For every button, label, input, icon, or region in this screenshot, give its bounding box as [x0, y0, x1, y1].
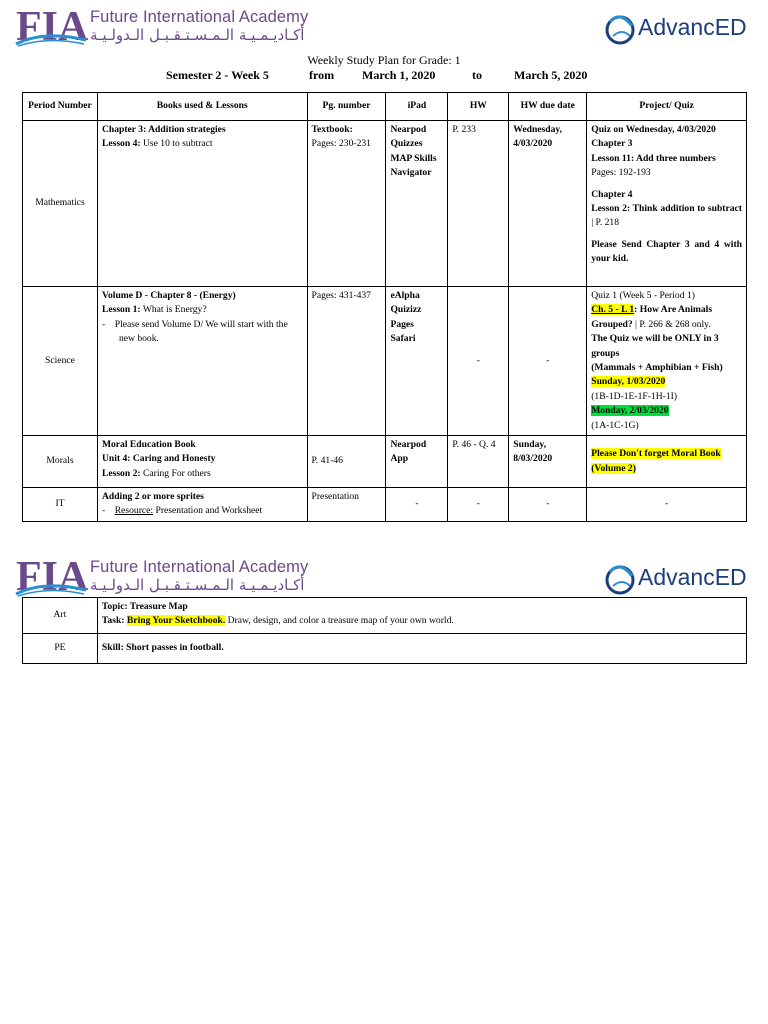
ipad-app: Pages	[390, 318, 414, 330]
from-date: March 1, 2020	[362, 68, 436, 82]
study-plan-table	[22, 92, 747, 522]
col-period: Period Number	[23, 93, 98, 121]
table-row-pe	[23, 634, 747, 664]
morals-due: Sunday, 8/03/2020	[509, 436, 587, 488]
globe-icon	[604, 556, 636, 598]
science-ipad	[386, 287, 448, 436]
morals-unit: Unit 4: Caring and Honesty	[101, 453, 216, 465]
science-monday-classes: (1A-1C-1G)	[591, 419, 639, 431]
science-lessons	[97, 287, 307, 436]
math-pg-value: Pages: 230-231	[311, 138, 371, 150]
math-due: Wednesday, 4/03/2020	[509, 121, 587, 287]
subject-art: Art	[23, 598, 98, 634]
science-quiz-groups: (Mammals + Amphibian + Fish)	[591, 362, 723, 374]
subject-it: IT	[23, 488, 98, 522]
to-label: to	[472, 68, 482, 82]
fia-logo	[14, 550, 88, 598]
col-hw: HW	[448, 93, 509, 121]
math-quiz-date: Quiz on Wednesday, 4/03/2020	[591, 124, 716, 135]
school-name-en: Future International Academy	[90, 8, 309, 26]
science-note: - Please send Volume D/ We will start with the new book.	[101, 318, 288, 345]
ipad-app: MAP Skills	[390, 152, 437, 164]
table-row-it	[23, 488, 747, 522]
morals-hw: P. 46 - Q. 4	[448, 436, 509, 488]
it-ipad: -	[386, 488, 448, 522]
math-quiz-lesson: Lesson 11: Add three numbers	[591, 152, 716, 164]
extra-subjects-table	[22, 597, 747, 664]
ipad-app: Quizzes	[390, 138, 423, 150]
science-pages: Pages: 431-437	[307, 287, 386, 436]
art-topic: Topic: Treasure Map	[101, 601, 188, 612]
math-hw: P. 233	[448, 121, 509, 287]
col-due: HW due date	[509, 93, 587, 121]
science-quiz-chapter: Ch. 5 - L 1: How Are Animals Grouped? | P. 266 & 268 only.	[591, 304, 713, 330]
ipad-app: Nearpod	[390, 124, 427, 135]
math-ch4-lesson: Lesson 2: Think addition to subtract | P. 218	[591, 203, 742, 229]
it-due: -	[509, 488, 587, 522]
col-project: Project/ Quiz	[587, 93, 747, 121]
it-resource: - Resource: Presentation and Worksheet	[101, 505, 263, 517]
it-hw: -	[448, 488, 509, 522]
math-lessons	[97, 121, 307, 287]
ipad-app: Navigator	[390, 167, 432, 179]
science-notes	[102, 318, 303, 347]
morals-ipad	[386, 436, 448, 488]
science-quiz-title: Quiz 1 (Week 5 - Period 1)	[591, 290, 695, 301]
math-lesson: Lesson 4: Use 10 to subtract	[101, 138, 213, 150]
table-header-row	[23, 93, 747, 121]
subject-math: Mathematics	[23, 121, 98, 287]
science-quiz-groups-note: The Quiz we will be ONLY in 3 groups	[591, 333, 719, 359]
it-lesson: Adding 2 or more sprites	[101, 491, 204, 503]
table-row-science	[23, 287, 747, 436]
it-project: -	[587, 488, 747, 522]
morals-book: Moral Education Book	[101, 439, 196, 451]
art-task: Task: Bring Your Sketchbook. Draw, design, and color a treasure map of your own world.	[101, 615, 454, 627]
math-quiz-chapter: Chapter 3	[591, 138, 633, 150]
science-lesson: Lesson 1: What is Energy?	[101, 304, 207, 316]
art-details	[97, 598, 746, 634]
it-resources	[102, 504, 303, 518]
ipad-app: Quizizz	[390, 304, 422, 316]
subject-pe: PE	[23, 634, 98, 664]
school-name-en: Future International Academy	[90, 558, 309, 576]
ipad-app: eAlpha	[390, 290, 420, 301]
pe-skill: Skill: Short passes in football.	[97, 634, 746, 664]
accreditor-name: AdvancED	[638, 14, 747, 40]
ipad-app: Nearpod	[390, 439, 427, 451]
science-project	[587, 287, 747, 436]
it-lessons	[97, 488, 307, 522]
math-pages	[307, 121, 386, 287]
ipad-app: Safari	[390, 333, 416, 345]
from-label: from	[309, 68, 335, 82]
math-pg-label: Textbook:	[311, 124, 353, 135]
math-quiz-pages: Pages: 192-193	[591, 167, 651, 179]
school-name-ar: أكـاديـمـيـة الـمـسـتـقـبـل الـدولـيـة	[90, 576, 305, 594]
col-ipad: iPad	[386, 93, 448, 121]
to-date: March 5, 2020	[514, 68, 588, 82]
accreditor-name: AdvancED	[638, 564, 747, 590]
science-monday: Monday, 2/03/2020	[591, 405, 669, 417]
math-chapter: Chapter 3: Addition strategies	[101, 124, 226, 135]
math-project	[587, 121, 747, 287]
subject-morals: Morals	[23, 436, 98, 488]
page-header-2	[0, 550, 768, 600]
science-hw: -	[448, 287, 509, 436]
science-sunday-classes: (1B-1D-1E-1F-1H-1I)	[591, 390, 678, 402]
col-pages: Pg. number	[307, 93, 386, 121]
it-pages: Presentation	[307, 488, 386, 522]
advanced-logo	[604, 6, 768, 50]
fia-logo-icon	[14, 0, 88, 48]
table-row-morals	[23, 436, 747, 488]
math-send-note: Please Send Chapter 3 and 4 with your kid.	[591, 238, 742, 265]
page-header	[0, 0, 768, 50]
svg-text:FIA: FIA	[16, 4, 88, 48]
subject-science: Science	[23, 287, 98, 436]
table-row-math	[23, 121, 747, 287]
plan-title: Weekly Study Plan for Grade: 1	[307, 53, 461, 67]
math-ch4: Chapter 4	[591, 188, 633, 200]
science-due: -	[509, 287, 587, 436]
col-books: Books used & Lessons	[97, 93, 307, 121]
science-sunday: Sunday, 1/03/2020	[591, 376, 666, 388]
svg-text:FIA: FIA	[16, 554, 88, 598]
morals-pages: P. 41-46	[307, 436, 386, 488]
math-ipad	[386, 121, 448, 287]
globe-icon	[604, 6, 636, 48]
fia-logo	[14, 0, 88, 48]
morals-project: Please Don't forget Moral Book (Volume 2)	[587, 436, 747, 488]
table-row-art	[23, 598, 747, 634]
science-volume: Volume D - Chapter 8 - (Energy)	[101, 290, 236, 301]
morals-lesson: Lesson 2: Caring For others	[101, 467, 211, 479]
morals-lessons	[97, 436, 307, 488]
fia-logo-icon	[14, 550, 88, 598]
semester-label: Semester 2 - Week 5	[166, 68, 269, 82]
ipad-app: App	[390, 453, 409, 465]
school-name-ar: أكـاديـمـيـة الـمـسـتـقـبـل الـدولـيـة	[90, 26, 305, 44]
advanced-logo	[604, 556, 768, 600]
